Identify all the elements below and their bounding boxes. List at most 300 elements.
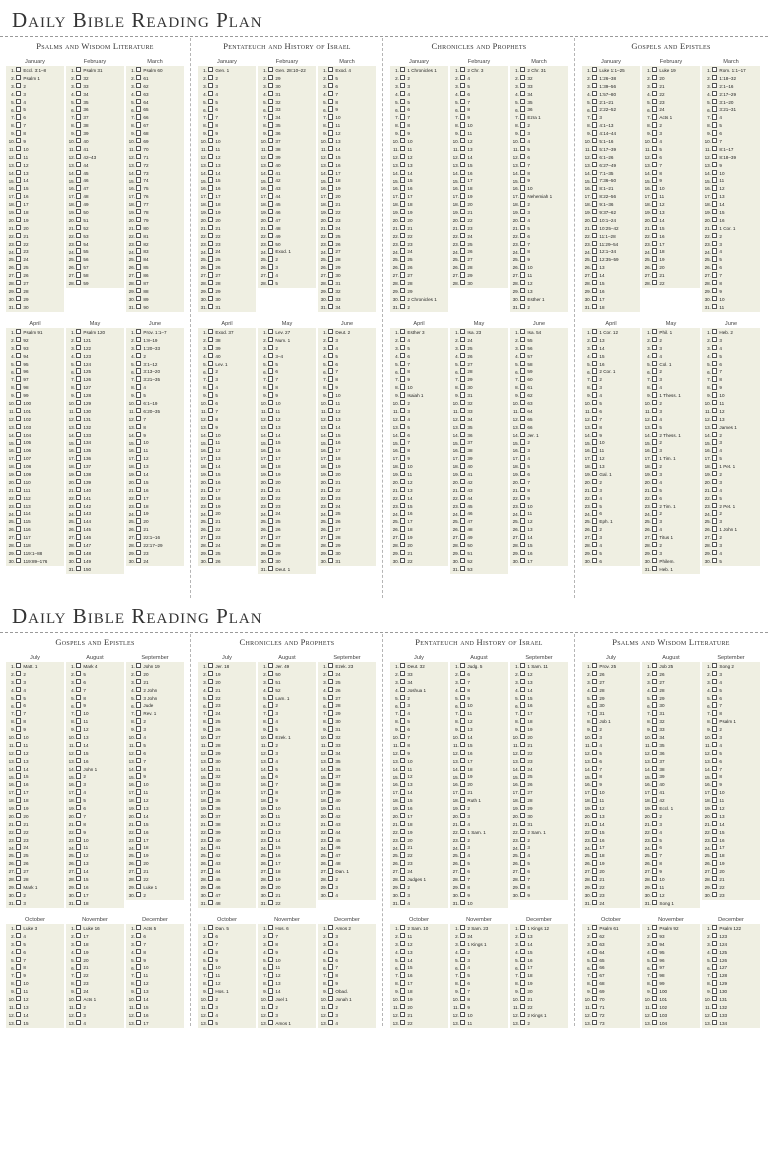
reading-checkbox[interactable] bbox=[712, 280, 717, 285]
reading-checkbox[interactable] bbox=[712, 248, 717, 253]
reading-checkbox[interactable] bbox=[460, 702, 465, 707]
reading-checkbox[interactable] bbox=[592, 829, 597, 834]
reading-checkbox[interactable] bbox=[652, 329, 657, 334]
reading-checkbox[interactable] bbox=[328, 201, 333, 206]
reading-checkbox[interactable] bbox=[76, 766, 81, 771]
reading-checkbox[interactable] bbox=[328, 424, 333, 429]
reading-checkbox[interactable] bbox=[712, 201, 717, 206]
reading-checkbox[interactable] bbox=[268, 844, 273, 849]
reading-checkbox[interactable] bbox=[520, 844, 525, 849]
reading-checkbox[interactable] bbox=[400, 248, 405, 253]
reading-checkbox[interactable] bbox=[520, 988, 525, 993]
reading-checkbox[interactable] bbox=[592, 368, 597, 373]
reading-checkbox[interactable] bbox=[208, 671, 213, 676]
reading-checkbox[interactable] bbox=[328, 558, 333, 563]
reading-checkbox[interactable] bbox=[16, 209, 21, 214]
reading-checkbox[interactable] bbox=[400, 91, 405, 96]
reading-checkbox[interactable] bbox=[208, 392, 213, 397]
reading-checkbox[interactable] bbox=[268, 558, 273, 563]
reading-checkbox[interactable] bbox=[208, 376, 213, 381]
reading-checkbox[interactable] bbox=[460, 193, 465, 198]
reading-checkbox[interactable] bbox=[208, 479, 213, 484]
reading-checkbox[interactable] bbox=[208, 75, 213, 80]
reading-checkbox[interactable] bbox=[208, 272, 213, 277]
reading-checkbox[interactable] bbox=[76, 130, 81, 135]
reading-checkbox[interactable] bbox=[208, 550, 213, 555]
reading-checkbox[interactable] bbox=[592, 217, 597, 222]
reading-checkbox[interactable] bbox=[16, 353, 21, 358]
reading-checkbox[interactable] bbox=[400, 114, 405, 119]
reading-checkbox[interactable] bbox=[460, 447, 465, 452]
reading-checkbox[interactable] bbox=[136, 368, 141, 373]
reading-checkbox[interactable] bbox=[16, 949, 21, 954]
reading-checkbox[interactable] bbox=[520, 534, 525, 539]
reading-checkbox[interactable] bbox=[460, 106, 465, 111]
reading-checkbox[interactable] bbox=[712, 272, 717, 277]
reading-checkbox[interactable] bbox=[16, 726, 21, 731]
reading-checkbox[interactable] bbox=[520, 392, 525, 397]
reading-checkbox[interactable] bbox=[16, 329, 21, 334]
reading-checkbox[interactable] bbox=[268, 241, 273, 246]
reading-checkbox[interactable] bbox=[592, 797, 597, 802]
reading-checkbox[interactable] bbox=[400, 479, 405, 484]
reading-checkbox[interactable] bbox=[268, 99, 273, 104]
reading-checkbox[interactable] bbox=[652, 225, 657, 230]
reading-checkbox[interactable] bbox=[712, 138, 717, 143]
reading-checkbox[interactable] bbox=[16, 542, 21, 547]
reading-checkbox[interactable] bbox=[400, 225, 405, 230]
reading-checkbox[interactable] bbox=[400, 679, 405, 684]
reading-checkbox[interactable] bbox=[460, 957, 465, 962]
reading-checkbox[interactable] bbox=[520, 972, 525, 977]
reading-checkbox[interactable] bbox=[268, 797, 273, 802]
reading-checkbox[interactable] bbox=[76, 264, 81, 269]
reading-checkbox[interactable] bbox=[208, 495, 213, 500]
reading-checkbox[interactable] bbox=[76, 742, 81, 747]
reading-checkbox[interactable] bbox=[16, 99, 21, 104]
reading-checkbox[interactable] bbox=[520, 503, 525, 508]
reading-checkbox[interactable] bbox=[712, 710, 717, 715]
reading-checkbox[interactable] bbox=[76, 201, 81, 206]
reading-checkbox[interactable] bbox=[16, 138, 21, 143]
reading-checkbox[interactable] bbox=[712, 702, 717, 707]
reading-checkbox[interactable] bbox=[712, 154, 717, 159]
reading-checkbox[interactable] bbox=[520, 138, 525, 143]
reading-checkbox[interactable] bbox=[136, 463, 141, 468]
reading-checkbox[interactable] bbox=[136, 1004, 141, 1009]
reading-checkbox[interactable] bbox=[268, 376, 273, 381]
reading-checkbox[interactable] bbox=[136, 67, 141, 72]
reading-checkbox[interactable] bbox=[400, 900, 405, 905]
reading-checkbox[interactable] bbox=[76, 154, 81, 159]
reading-checkbox[interactable] bbox=[460, 99, 465, 104]
reading-checkbox[interactable] bbox=[520, 941, 525, 946]
reading-checkbox[interactable] bbox=[460, 558, 465, 563]
reading-checkbox[interactable] bbox=[592, 860, 597, 865]
reading-checkbox[interactable] bbox=[76, 272, 81, 277]
reading-checkbox[interactable] bbox=[712, 296, 717, 301]
reading-checkbox[interactable] bbox=[208, 400, 213, 405]
reading-checkbox[interactable] bbox=[76, 980, 81, 985]
reading-checkbox[interactable] bbox=[208, 876, 213, 881]
reading-checkbox[interactable] bbox=[520, 805, 525, 810]
reading-checkbox[interactable] bbox=[520, 964, 525, 969]
reading-checkbox[interactable] bbox=[136, 280, 141, 285]
reading-checkbox[interactable] bbox=[712, 416, 717, 421]
reading-checkbox[interactable] bbox=[268, 726, 273, 731]
reading-checkbox[interactable] bbox=[136, 933, 141, 938]
reading-checkbox[interactable] bbox=[400, 138, 405, 143]
reading-checkbox[interactable] bbox=[400, 980, 405, 985]
reading-checkbox[interactable] bbox=[136, 361, 141, 366]
reading-checkbox[interactable] bbox=[136, 829, 141, 834]
reading-checkbox[interactable] bbox=[16, 900, 21, 905]
reading-checkbox[interactable] bbox=[208, 201, 213, 206]
reading-checkbox[interactable] bbox=[460, 280, 465, 285]
reading-checkbox[interactable] bbox=[712, 868, 717, 873]
reading-checkbox[interactable] bbox=[208, 534, 213, 539]
reading-checkbox[interactable] bbox=[208, 734, 213, 739]
reading-checkbox[interactable] bbox=[460, 345, 465, 350]
reading-checkbox[interactable] bbox=[208, 797, 213, 802]
reading-checkbox[interactable] bbox=[520, 256, 525, 261]
reading-checkbox[interactable] bbox=[328, 773, 333, 778]
reading-checkbox[interactable] bbox=[136, 495, 141, 500]
reading-checkbox[interactable] bbox=[16, 526, 21, 531]
reading-checkbox[interactable] bbox=[136, 876, 141, 881]
reading-checkbox[interactable] bbox=[16, 91, 21, 96]
reading-checkbox[interactable] bbox=[460, 353, 465, 358]
reading-checkbox[interactable] bbox=[268, 146, 273, 151]
reading-checkbox[interactable] bbox=[268, 742, 273, 747]
reading-checkbox[interactable] bbox=[712, 510, 717, 515]
reading-checkbox[interactable] bbox=[16, 384, 21, 389]
reading-checkbox[interactable] bbox=[328, 376, 333, 381]
reading-checkbox[interactable] bbox=[520, 408, 525, 413]
reading-checkbox[interactable] bbox=[400, 1004, 405, 1009]
reading-checkbox[interactable] bbox=[520, 91, 525, 96]
reading-checkbox[interactable] bbox=[268, 400, 273, 405]
reading-checkbox[interactable] bbox=[16, 162, 21, 167]
reading-checkbox[interactable] bbox=[76, 1020, 81, 1025]
reading-checkbox[interactable] bbox=[76, 170, 81, 175]
reading-checkbox[interactable] bbox=[208, 67, 213, 72]
reading-checkbox[interactable] bbox=[328, 217, 333, 222]
reading-checkbox[interactable] bbox=[592, 463, 597, 468]
reading-checkbox[interactable] bbox=[76, 526, 81, 531]
reading-checkbox[interactable] bbox=[460, 209, 465, 214]
reading-checkbox[interactable] bbox=[268, 392, 273, 397]
reading-checkbox[interactable] bbox=[400, 844, 405, 849]
reading-checkbox[interactable] bbox=[76, 510, 81, 515]
reading-checkbox[interactable] bbox=[712, 844, 717, 849]
reading-checkbox[interactable] bbox=[400, 1020, 405, 1025]
reading-checkbox[interactable] bbox=[400, 687, 405, 692]
reading-checkbox[interactable] bbox=[652, 758, 657, 763]
reading-checkbox[interactable] bbox=[76, 503, 81, 508]
reading-checkbox[interactable] bbox=[592, 114, 597, 119]
reading-checkbox[interactable] bbox=[652, 256, 657, 261]
reading-checkbox[interactable] bbox=[16, 463, 21, 468]
reading-checkbox[interactable] bbox=[328, 980, 333, 985]
reading-checkbox[interactable] bbox=[400, 99, 405, 104]
reading-checkbox[interactable] bbox=[460, 408, 465, 413]
reading-checkbox[interactable] bbox=[136, 844, 141, 849]
reading-checkbox[interactable] bbox=[592, 900, 597, 905]
reading-checkbox[interactable] bbox=[76, 988, 81, 993]
reading-checkbox[interactable] bbox=[208, 980, 213, 985]
reading-checkbox[interactable] bbox=[16, 225, 21, 230]
reading-checkbox[interactable] bbox=[16, 408, 21, 413]
reading-checkbox[interactable] bbox=[400, 892, 405, 897]
reading-checkbox[interactable] bbox=[520, 130, 525, 135]
reading-checkbox[interactable] bbox=[400, 925, 405, 930]
reading-checkbox[interactable] bbox=[592, 177, 597, 182]
reading-checkbox[interactable] bbox=[592, 758, 597, 763]
reading-checkbox[interactable] bbox=[208, 829, 213, 834]
reading-checkbox[interactable] bbox=[208, 345, 213, 350]
reading-checkbox[interactable] bbox=[460, 400, 465, 405]
reading-checkbox[interactable] bbox=[520, 447, 525, 452]
reading-checkbox[interactable] bbox=[208, 687, 213, 692]
reading-checkbox[interactable] bbox=[460, 813, 465, 818]
reading-checkbox[interactable] bbox=[712, 663, 717, 668]
reading-checkbox[interactable] bbox=[652, 852, 657, 857]
reading-checkbox[interactable] bbox=[400, 209, 405, 214]
reading-checkbox[interactable] bbox=[76, 734, 81, 739]
reading-checkbox[interactable] bbox=[136, 710, 141, 715]
reading-checkbox[interactable] bbox=[16, 789, 21, 794]
reading-checkbox[interactable] bbox=[592, 695, 597, 700]
reading-checkbox[interactable] bbox=[328, 114, 333, 119]
reading-checkbox[interactable] bbox=[268, 209, 273, 214]
reading-checkbox[interactable] bbox=[592, 248, 597, 253]
reading-checkbox[interactable] bbox=[592, 526, 597, 531]
reading-checkbox[interactable] bbox=[208, 789, 213, 794]
reading-checkbox[interactable] bbox=[712, 170, 717, 175]
reading-checkbox[interactable] bbox=[76, 758, 81, 763]
reading-checkbox[interactable] bbox=[136, 408, 141, 413]
reading-checkbox[interactable] bbox=[520, 925, 525, 930]
reading-checkbox[interactable] bbox=[76, 376, 81, 381]
reading-checkbox[interactable] bbox=[76, 353, 81, 358]
reading-checkbox[interactable] bbox=[268, 876, 273, 881]
reading-checkbox[interactable] bbox=[328, 256, 333, 261]
reading-checkbox[interactable] bbox=[268, 114, 273, 119]
reading-checkbox[interactable] bbox=[268, 829, 273, 834]
reading-checkbox[interactable] bbox=[268, 162, 273, 167]
reading-checkbox[interactable] bbox=[328, 702, 333, 707]
reading-checkbox[interactable] bbox=[460, 503, 465, 508]
reading-checkbox[interactable] bbox=[16, 296, 21, 301]
reading-checkbox[interactable] bbox=[400, 742, 405, 747]
reading-checkbox[interactable] bbox=[712, 734, 717, 739]
reading-checkbox[interactable] bbox=[208, 996, 213, 1001]
reading-checkbox[interactable] bbox=[16, 876, 21, 881]
reading-checkbox[interactable] bbox=[400, 280, 405, 285]
reading-checkbox[interactable] bbox=[16, 884, 21, 889]
reading-checkbox[interactable] bbox=[208, 860, 213, 865]
reading-checkbox[interactable] bbox=[268, 185, 273, 190]
reading-checkbox[interactable] bbox=[208, 384, 213, 389]
reading-checkbox[interactable] bbox=[208, 106, 213, 111]
reading-checkbox[interactable] bbox=[268, 106, 273, 111]
reading-checkbox[interactable] bbox=[712, 797, 717, 802]
reading-checkbox[interactable] bbox=[328, 813, 333, 818]
reading-checkbox[interactable] bbox=[460, 789, 465, 794]
reading-checkbox[interactable] bbox=[400, 503, 405, 508]
reading-checkbox[interactable] bbox=[520, 718, 525, 723]
reading-checkbox[interactable] bbox=[520, 663, 525, 668]
reading-checkbox[interactable] bbox=[460, 416, 465, 421]
reading-checkbox[interactable] bbox=[208, 146, 213, 151]
reading-checkbox[interactable] bbox=[460, 671, 465, 676]
reading-checkbox[interactable] bbox=[520, 876, 525, 881]
reading-checkbox[interactable] bbox=[460, 361, 465, 366]
reading-checkbox[interactable] bbox=[208, 170, 213, 175]
reading-checkbox[interactable] bbox=[520, 829, 525, 834]
reading-checkbox[interactable] bbox=[520, 773, 525, 778]
reading-checkbox[interactable] bbox=[712, 495, 717, 500]
reading-checkbox[interactable] bbox=[460, 495, 465, 500]
reading-checkbox[interactable] bbox=[712, 241, 717, 246]
reading-checkbox[interactable] bbox=[208, 162, 213, 167]
reading-checkbox[interactable] bbox=[16, 933, 21, 938]
reading-checkbox[interactable] bbox=[592, 353, 597, 358]
reading-checkbox[interactable] bbox=[16, 718, 21, 723]
reading-checkbox[interactable] bbox=[76, 558, 81, 563]
reading-checkbox[interactable] bbox=[400, 487, 405, 492]
reading-checkbox[interactable] bbox=[268, 416, 273, 421]
reading-checkbox[interactable] bbox=[76, 550, 81, 555]
reading-checkbox[interactable] bbox=[652, 439, 657, 444]
reading-checkbox[interactable] bbox=[76, 329, 81, 334]
reading-checkbox[interactable] bbox=[400, 463, 405, 468]
reading-checkbox[interactable] bbox=[328, 734, 333, 739]
reading-checkbox[interactable] bbox=[328, 99, 333, 104]
reading-checkbox[interactable] bbox=[592, 781, 597, 786]
reading-checkbox[interactable] bbox=[136, 201, 141, 206]
reading-checkbox[interactable] bbox=[400, 439, 405, 444]
reading-checkbox[interactable] bbox=[460, 844, 465, 849]
reading-checkbox[interactable] bbox=[16, 503, 21, 508]
reading-checkbox[interactable] bbox=[76, 75, 81, 80]
reading-checkbox[interactable] bbox=[76, 455, 81, 460]
reading-checkbox[interactable] bbox=[136, 416, 141, 421]
reading-checkbox[interactable] bbox=[136, 750, 141, 755]
reading-checkbox[interactable] bbox=[712, 805, 717, 810]
reading-checkbox[interactable] bbox=[520, 280, 525, 285]
reading-checkbox[interactable] bbox=[520, 463, 525, 468]
reading-checkbox[interactable] bbox=[592, 408, 597, 413]
reading-checkbox[interactable] bbox=[208, 217, 213, 222]
reading-checkbox[interactable] bbox=[712, 860, 717, 865]
reading-checkbox[interactable] bbox=[16, 122, 21, 127]
reading-checkbox[interactable] bbox=[652, 241, 657, 246]
reading-checkbox[interactable] bbox=[712, 518, 717, 523]
reading-checkbox[interactable] bbox=[136, 518, 141, 523]
reading-checkbox[interactable] bbox=[592, 542, 597, 547]
reading-checkbox[interactable] bbox=[136, 781, 141, 786]
reading-checkbox[interactable] bbox=[136, 773, 141, 778]
reading-checkbox[interactable] bbox=[208, 439, 213, 444]
reading-checkbox[interactable] bbox=[592, 447, 597, 452]
reading-checkbox[interactable] bbox=[76, 233, 81, 238]
reading-checkbox[interactable] bbox=[520, 400, 525, 405]
reading-checkbox[interactable] bbox=[520, 542, 525, 547]
reading-checkbox[interactable] bbox=[520, 821, 525, 826]
reading-checkbox[interactable] bbox=[136, 225, 141, 230]
reading-checkbox[interactable] bbox=[652, 162, 657, 167]
reading-checkbox[interactable] bbox=[520, 106, 525, 111]
reading-checkbox[interactable] bbox=[400, 154, 405, 159]
reading-checkbox[interactable] bbox=[16, 710, 21, 715]
reading-checkbox[interactable] bbox=[652, 280, 657, 285]
reading-checkbox[interactable] bbox=[328, 542, 333, 547]
reading-checkbox[interactable] bbox=[208, 781, 213, 786]
reading-checkbox[interactable] bbox=[136, 75, 141, 80]
reading-checkbox[interactable] bbox=[712, 106, 717, 111]
reading-checkbox[interactable] bbox=[268, 988, 273, 993]
reading-checkbox[interactable] bbox=[592, 558, 597, 563]
reading-checkbox[interactable] bbox=[16, 534, 21, 539]
reading-checkbox[interactable] bbox=[208, 233, 213, 238]
reading-checkbox[interactable] bbox=[592, 510, 597, 515]
reading-checkbox[interactable] bbox=[328, 718, 333, 723]
reading-checkbox[interactable] bbox=[328, 964, 333, 969]
reading-checkbox[interactable] bbox=[460, 742, 465, 747]
reading-checkbox[interactable] bbox=[652, 781, 657, 786]
reading-checkbox[interactable] bbox=[136, 957, 141, 962]
reading-checkbox[interactable] bbox=[592, 416, 597, 421]
reading-checkbox[interactable] bbox=[328, 892, 333, 897]
reading-checkbox[interactable] bbox=[208, 455, 213, 460]
reading-checkbox[interactable] bbox=[16, 280, 21, 285]
reading-checkbox[interactable] bbox=[76, 185, 81, 190]
reading-checkbox[interactable] bbox=[712, 542, 717, 547]
reading-checkbox[interactable] bbox=[592, 479, 597, 484]
reading-checkbox[interactable] bbox=[520, 495, 525, 500]
reading-checkbox[interactable] bbox=[400, 758, 405, 763]
reading-checkbox[interactable] bbox=[76, 813, 81, 818]
reading-checkbox[interactable] bbox=[208, 280, 213, 285]
reading-checkbox[interactable] bbox=[328, 345, 333, 350]
reading-checkbox[interactable] bbox=[460, 758, 465, 763]
reading-checkbox[interactable] bbox=[520, 114, 525, 119]
reading-checkbox[interactable] bbox=[16, 797, 21, 802]
reading-checkbox[interactable] bbox=[652, 821, 657, 826]
reading-checkbox[interactable] bbox=[136, 455, 141, 460]
reading-checkbox[interactable] bbox=[76, 821, 81, 826]
reading-checkbox[interactable] bbox=[520, 154, 525, 159]
reading-checkbox[interactable] bbox=[328, 821, 333, 826]
reading-checkbox[interactable] bbox=[268, 337, 273, 342]
reading-checkbox[interactable] bbox=[712, 821, 717, 826]
reading-checkbox[interactable] bbox=[76, 518, 81, 523]
reading-checkbox[interactable] bbox=[268, 193, 273, 198]
reading-checkbox[interactable] bbox=[400, 949, 405, 954]
reading-checkbox[interactable] bbox=[268, 264, 273, 269]
reading-checkbox[interactable] bbox=[592, 138, 597, 143]
reading-checkbox[interactable] bbox=[16, 679, 21, 684]
reading-checkbox[interactable] bbox=[520, 264, 525, 269]
reading-checkbox[interactable] bbox=[712, 750, 717, 755]
reading-checkbox[interactable] bbox=[400, 177, 405, 182]
reading-checkbox[interactable] bbox=[208, 805, 213, 810]
reading-checkbox[interactable] bbox=[520, 996, 525, 1001]
reading-checkbox[interactable] bbox=[520, 702, 525, 707]
reading-checkbox[interactable] bbox=[652, 75, 657, 80]
